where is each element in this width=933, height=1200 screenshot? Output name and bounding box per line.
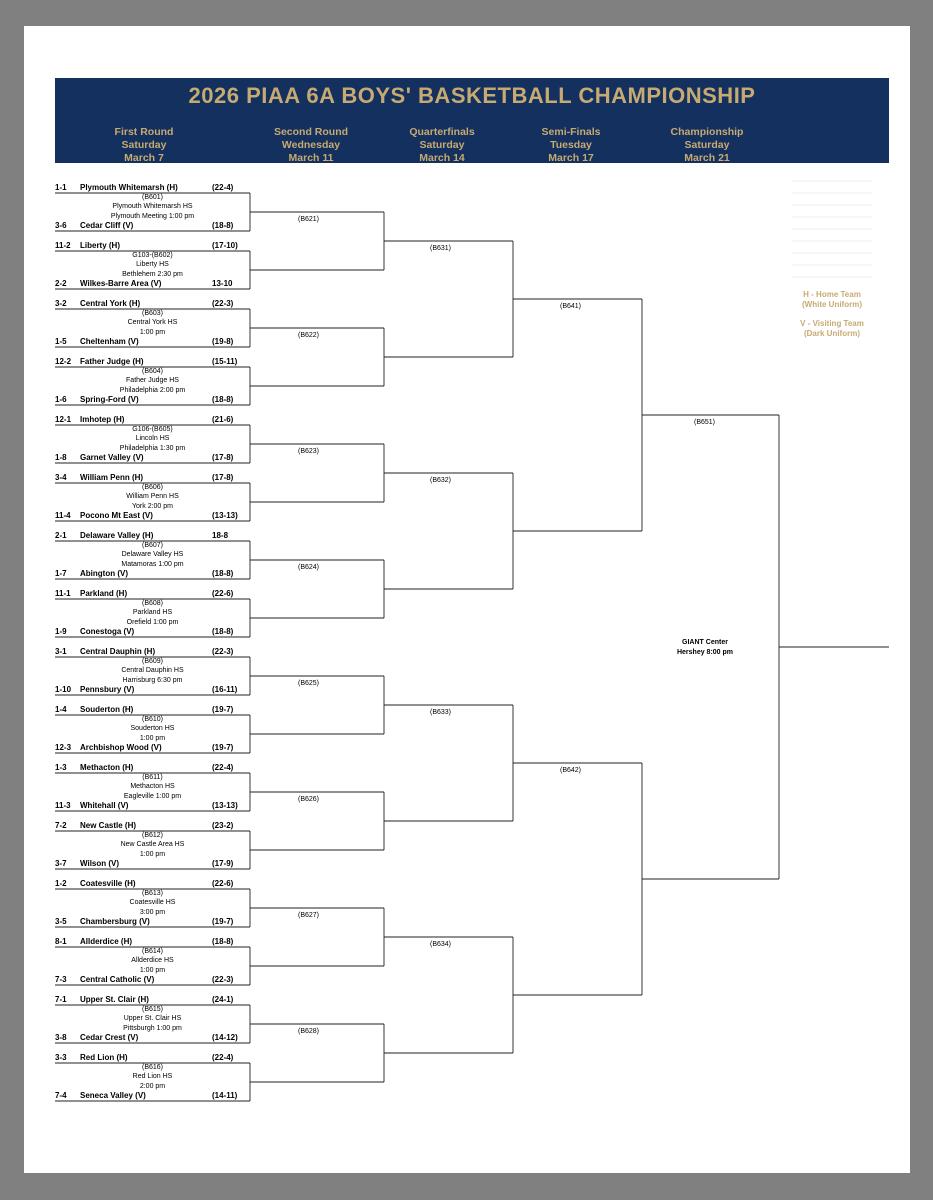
game-info: [55, 947, 250, 975]
game-info-line: Plymouth Meeting 1:00 pm: [110, 212, 195, 220]
round-day: Saturday: [684, 139, 730, 151]
game-info: [55, 1005, 250, 1033]
round-name: Second Round: [273, 126, 349, 138]
round-day: Tuesday: [550, 139, 592, 151]
team-record: (22-3): [212, 647, 234, 656]
team-name: Garnet Valley (V): [80, 453, 144, 462]
legend-home-uniform: (White Uniform): [802, 300, 862, 309]
team-seed: 11-1: [55, 589, 71, 598]
team-name: Conestoga (V): [80, 627, 135, 636]
team-name: Whitehall (V): [80, 801, 129, 810]
team-seed: 7-1: [55, 995, 67, 1004]
game-info-line: Liberty HS: [136, 261, 169, 269]
round-name: Championship: [670, 126, 744, 138]
visiting-team: [55, 974, 250, 986]
team-name: Pennsbury (V): [80, 685, 135, 694]
team-record: 13-10: [212, 279, 233, 288]
visiting-team: [55, 684, 250, 696]
game-info: [55, 483, 250, 511]
team-name: Wilkes-Barre Area (V): [80, 279, 162, 288]
team-record: (19-7): [212, 917, 234, 926]
game-info-line: New Castle Area HS: [120, 841, 185, 849]
team-record: (22-4): [212, 1053, 234, 1062]
team-seed: 1-6: [55, 395, 67, 404]
team-seed: 7-4: [55, 1091, 67, 1100]
team-seed: 1-1: [55, 183, 67, 192]
round-day: Saturday: [419, 139, 465, 151]
game-info-line: Philadelphia 1:30 pm: [119, 444, 186, 452]
visiting-team: [55, 394, 250, 406]
team-name: Methacton (H): [80, 763, 134, 772]
game-info-line: Bethlehem 2:30 pm: [122, 270, 183, 278]
game-info-line: 3:00 pm: [139, 908, 166, 916]
visiting-team: [55, 568, 250, 580]
game-info-line: (B608): [141, 600, 163, 607]
visiting-team: [55, 742, 250, 754]
game-info: [55, 251, 250, 279]
round-date: March 21: [684, 152, 730, 164]
team-name: Delaware Valley (H): [80, 531, 154, 540]
game-id: (B641): [560, 303, 582, 310]
round-date: March 11: [288, 152, 334, 164]
game-info-line: Orefield 1:00 pm: [126, 618, 179, 626]
team-seed: 3-8: [55, 1033, 67, 1042]
team-record: (17-8): [212, 453, 234, 462]
team-seed: 11-4: [55, 511, 71, 520]
team-seed: 1-4: [55, 705, 67, 714]
team-record: (22-3): [212, 975, 234, 984]
visiting-team: [55, 278, 250, 290]
team-seed: 7-2: [55, 821, 67, 830]
team-record: (18-8): [212, 395, 234, 404]
game-info-line: Philadelphia 2:00 pm: [119, 386, 186, 394]
team-record: (22-6): [212, 589, 234, 598]
game-info-line: (B606): [141, 484, 163, 491]
game-info: [55, 657, 250, 685]
team-record: (18-8): [212, 221, 234, 230]
game-info-line: Central Dauphin HS: [121, 667, 184, 675]
visiting-team: [55, 1032, 250, 1044]
visiting-team: [55, 800, 250, 812]
game-info-line: Eagleville 1:00 pm: [123, 792, 182, 800]
game-info-line: 1:00 pm: [139, 328, 166, 336]
team-seed: 1-5: [55, 337, 67, 346]
game-info-line: (B611): [142, 774, 163, 781]
team-seed: 3-4: [55, 473, 67, 482]
team-seed: 12-3: [55, 743, 72, 752]
game-info-line: York 2:00 pm: [132, 502, 173, 510]
team-name: Red Lion (H): [80, 1053, 128, 1062]
team-seed: 7-3: [55, 975, 67, 984]
team-record: (14-11): [212, 1091, 238, 1100]
team-record: (22-4): [212, 763, 234, 772]
game-info: [55, 193, 250, 221]
game-info-line: Harrisburg 6:30 pm: [122, 676, 183, 684]
team-name: Coatesville (H): [80, 879, 136, 888]
round-date: March 14: [419, 152, 465, 164]
team-seed: 1-2: [55, 879, 67, 888]
game-info-line: Father Judge HS: [126, 377, 179, 385]
team-seed: 1-7: [55, 569, 67, 578]
round-day: Saturday: [121, 139, 167, 151]
game-info-line: 1:00 pm: [139, 966, 166, 974]
game-info-line: Souderton HS: [130, 725, 175, 733]
game-info: [55, 773, 250, 801]
game-id: (B634): [430, 941, 452, 948]
game-info-line: G106-(B605): [132, 426, 173, 433]
team-record: (24-1): [212, 995, 234, 1004]
team-seed: 2-1: [55, 531, 67, 540]
team-seed: 1-10: [55, 685, 72, 694]
team-seed: 3-1: [55, 647, 67, 656]
game-id: (B626): [298, 796, 320, 803]
game-info-line: (B616): [141, 1064, 163, 1071]
team-name: Cedar Cliff (V): [80, 221, 134, 230]
team-seed: 1-3: [55, 763, 67, 772]
game-info-line: Parkland HS: [132, 609, 173, 617]
team-record: 18-8: [212, 531, 229, 540]
team-seed: 2-2: [55, 279, 67, 288]
game-id: (B651): [694, 419, 716, 426]
game-info-line: (B614): [141, 948, 163, 955]
game-info: [55, 599, 250, 627]
team-name: Souderton (H): [80, 705, 134, 714]
game-info-line: (B615): [141, 1006, 163, 1013]
team-seed: 3-5: [55, 917, 67, 926]
championship-venue: [650, 638, 760, 658]
game-id: (B623): [298, 448, 320, 455]
game-info-line: G103-(B602): [132, 252, 173, 259]
team-seed: 3-3: [55, 1053, 67, 1062]
team-record: (14-12): [212, 1033, 238, 1042]
team-seed: 3-2: [55, 299, 67, 308]
team-record: (21-6): [212, 415, 234, 424]
visiting-team: [55, 452, 250, 464]
team-name: Wilson (V): [80, 859, 120, 868]
game-info-line: (B612): [141, 832, 163, 839]
team-record: (17-8): [212, 473, 234, 482]
round-day: Wednesday: [281, 139, 341, 151]
team-record: (22-6): [212, 879, 234, 888]
team-record: (18-8): [212, 627, 234, 636]
game-info-line: Coatesville HS: [129, 899, 176, 907]
team-record: (19-8): [212, 337, 234, 346]
game-info-line: 1:00 pm: [139, 734, 166, 742]
team-name: Pocono Mt East (V): [80, 511, 153, 520]
team-record: (16-11): [212, 685, 238, 694]
visiting-team: [55, 336, 250, 348]
game-id: (B642): [560, 767, 582, 774]
legend-visit: V - Visiting Team: [800, 319, 864, 328]
team-name: Imhotep (H): [80, 415, 125, 424]
team-name: Abington (V): [80, 569, 128, 578]
game-info-line: Matamoras 1:00 pm: [121, 560, 184, 568]
team-name: Plymouth Whitemarsh (H): [80, 183, 178, 192]
visiting-team: [55, 858, 250, 870]
game-info: [55, 715, 250, 743]
team-seed: 11-2: [55, 241, 71, 250]
game-info-line: Plymouth Whitemarsh HS: [112, 203, 193, 211]
round-date: March 17: [548, 152, 594, 164]
team-record: (22-4): [212, 183, 234, 192]
team-name: Seneca Valley (V): [80, 1091, 146, 1100]
game-id: (B627): [298, 912, 320, 919]
team-name: Chambersburg (V): [80, 917, 150, 926]
team-record: (17-10): [212, 241, 238, 250]
game-info-line: 2:00 pm: [139, 1082, 166, 1090]
team-name: William Penn (H): [80, 473, 144, 482]
game-info-line: Allderdice HS: [131, 957, 174, 965]
game-id: (B628): [298, 1028, 320, 1035]
game-info-line: Delaware Valley HS: [121, 551, 184, 559]
game-info-line: (B607): [141, 542, 163, 549]
game-id: (B632): [430, 477, 452, 484]
game-info-line: Methacton HS: [130, 783, 175, 791]
round-date: March 7: [124, 152, 164, 164]
game-id: (B631): [430, 245, 452, 252]
venue-name: GIANT Center: [682, 639, 728, 646]
game-info-line: Lincoln HS: [135, 435, 170, 443]
game-info-line: Pittsburgh 1:00 pm: [123, 1024, 182, 1032]
team-seed: 12-1: [55, 415, 72, 424]
team-record: (15-11): [212, 357, 238, 366]
game-id: (B622): [298, 332, 320, 339]
team-record: (22-3): [212, 299, 234, 308]
team-name: Spring-Ford (V): [80, 395, 139, 404]
team-seed: 8-1: [55, 937, 67, 946]
game-info-line: (B613): [141, 890, 163, 897]
game-info: [55, 889, 250, 917]
game-info-line: Red Lion HS: [132, 1073, 173, 1081]
game-info: [55, 367, 250, 395]
team-name: Central Dauphin (H): [80, 647, 156, 656]
game-id: (B633): [430, 709, 452, 716]
team-seed: 1-9: [55, 627, 67, 636]
visiting-team: [55, 220, 250, 232]
round-name: Semi-Finals: [541, 126, 601, 138]
team-seed: 3-7: [55, 859, 67, 868]
game-id: (B621): [298, 216, 320, 223]
game-info: [55, 1063, 250, 1091]
team-name: Central Catholic (V): [80, 975, 155, 984]
legend-home: H - Home Team: [803, 290, 861, 299]
game-info-line: (B609): [141, 658, 163, 665]
game-info: [55, 309, 250, 337]
team-name: Central York (H): [80, 299, 141, 308]
game-info: [55, 831, 250, 859]
team-record: (18-8): [212, 569, 234, 578]
visiting-team: [55, 1090, 250, 1102]
visiting-team: [55, 626, 250, 638]
team-record: (17-9): [212, 859, 234, 868]
team-record: (18-8): [212, 937, 234, 946]
team-record: (19-7): [212, 743, 234, 752]
visiting-team: [55, 510, 250, 522]
team-name: Allderdice (H): [80, 937, 133, 946]
team-seed: 1-8: [55, 453, 67, 462]
game-info-line: William Penn HS: [126, 493, 179, 501]
team-name: Father Judge (H): [80, 357, 144, 366]
team-name: Parkland (H): [80, 589, 128, 598]
team-seed: 11-3: [55, 801, 71, 810]
venue-detail: Hershey 8:00 pm: [676, 649, 734, 656]
game-info-line: (B603): [141, 310, 163, 317]
game-info-line: Central York HS: [127, 319, 178, 327]
game-info-line: (B610): [141, 716, 163, 723]
team-name: Cheltenham (V): [80, 337, 139, 346]
team-name: Liberty (H): [80, 241, 120, 250]
game-id: (B624): [298, 564, 320, 571]
team-record: (23-2): [212, 821, 234, 830]
round-name: First Round: [114, 126, 174, 138]
game-info: [55, 425, 250, 453]
team-name: Archbishop Wood (V): [80, 743, 162, 752]
legend-visit-uniform: (Dark Uniform): [803, 329, 860, 338]
team-seed: 12-2: [55, 357, 72, 366]
team-record: (13-13): [212, 511, 238, 520]
round-name: Quarterfinals: [409, 126, 475, 138]
team-name: New Castle (H): [80, 821, 137, 830]
game-id: (B625): [298, 680, 320, 687]
uniform-legend: [786, 290, 878, 339]
page-title: 2026 PIAA 6A BOYS' BASKETBALL CHAMPIONSHIP: [188, 83, 756, 108]
game-info-line: (B601): [141, 194, 163, 201]
game-info-line: 1:00 pm: [139, 850, 166, 858]
team-name: Upper St. Clair (H): [80, 995, 149, 1004]
team-record: (19-7): [212, 705, 234, 714]
team-name: Cedar Crest (V): [80, 1033, 139, 1042]
team-seed: 3-6: [55, 221, 67, 230]
game-info-line: Upper St. Clair HS: [123, 1015, 182, 1023]
game-info: [55, 541, 250, 569]
team-record: (13-13): [212, 801, 238, 810]
visiting-team: [55, 916, 250, 928]
game-info-line: (B604): [141, 368, 163, 375]
